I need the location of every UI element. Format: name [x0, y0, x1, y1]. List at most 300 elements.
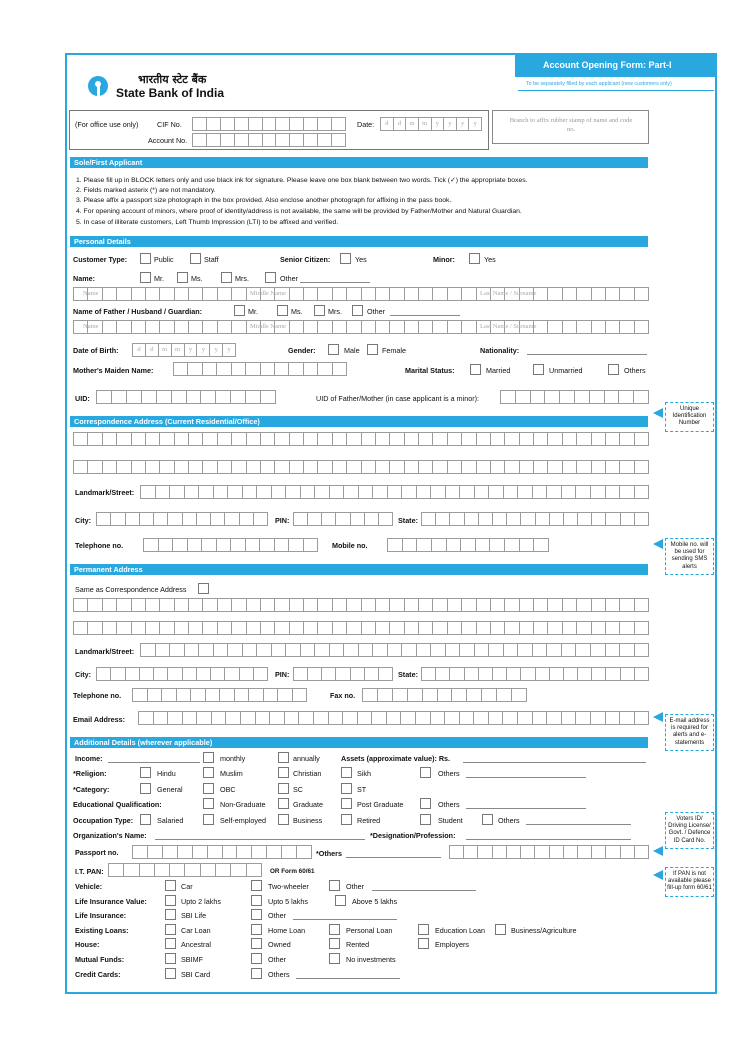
char-box[interactable] — [246, 598, 260, 612]
char-box[interactable] — [288, 538, 303, 552]
char-box[interactable] — [375, 460, 389, 474]
char-box[interactable] — [447, 287, 461, 301]
char-box[interactable] — [605, 845, 619, 859]
char-box[interactable] — [202, 287, 216, 301]
char-box[interactable] — [231, 362, 245, 376]
char-box[interactable] — [176, 688, 191, 702]
char-box[interactable] — [303, 133, 317, 147]
char-box[interactable] — [375, 287, 389, 301]
char-box[interactable] — [459, 485, 474, 499]
char-box[interactable] — [246, 863, 262, 877]
char-box[interactable] — [230, 863, 245, 877]
char-box[interactable] — [116, 287, 130, 301]
char-box[interactable] — [590, 711, 605, 725]
char-box[interactable] — [145, 287, 159, 301]
char-box[interactable] — [274, 621, 288, 635]
char-box[interactable] — [262, 133, 276, 147]
char-box[interactable] — [303, 320, 317, 334]
char-box[interactable] — [245, 390, 260, 404]
char-box[interactable] — [73, 460, 87, 474]
char-box[interactable] — [202, 460, 216, 474]
char-box[interactable] — [131, 287, 145, 301]
perm-telephone-field[interactable] — [132, 688, 307, 702]
char-box[interactable] — [332, 362, 347, 376]
char-box[interactable] — [504, 432, 518, 446]
char-box[interactable] — [432, 460, 446, 474]
char-box[interactable] — [187, 538, 202, 552]
char-box[interactable] — [532, 485, 547, 499]
char-box[interactable] — [378, 667, 393, 681]
char-box[interactable] — [358, 485, 373, 499]
char-box[interactable] — [231, 320, 245, 334]
char-box[interactable] — [317, 362, 331, 376]
char-box[interactable] — [202, 362, 216, 376]
char-box[interactable] — [504, 538, 519, 552]
char-box[interactable] — [296, 845, 312, 859]
char-box[interactable] — [188, 621, 202, 635]
char-box[interactable] — [206, 133, 220, 147]
char-box[interactable] — [519, 432, 533, 446]
char-box[interactable] — [634, 711, 650, 725]
char-box[interactable] — [481, 688, 496, 702]
char-box[interactable] — [275, 133, 289, 147]
char-box[interactable] — [217, 460, 231, 474]
char-box[interactable] — [116, 432, 130, 446]
char-box[interactable] — [605, 621, 619, 635]
char-box[interactable] — [535, 667, 549, 681]
char-box[interactable] — [605, 598, 619, 612]
char-box[interactable] — [174, 460, 188, 474]
char-box[interactable] — [102, 460, 116, 474]
char-box[interactable] — [361, 287, 375, 301]
car-checkbox[interactable] — [165, 880, 176, 891]
char-box[interactable] — [331, 133, 346, 147]
char-box[interactable] — [289, 320, 303, 334]
char-box[interactable] — [96, 667, 110, 681]
corr-address-line-2[interactable] — [73, 460, 649, 474]
char-box[interactable] — [87, 460, 101, 474]
char-box[interactable] — [549, 845, 563, 859]
char-box[interactable] — [269, 711, 284, 725]
char-box[interactable] — [389, 432, 403, 446]
char-box[interactable] — [563, 667, 577, 681]
char-box[interactable] — [389, 598, 403, 612]
char-box[interactable] — [231, 432, 245, 446]
char-box[interactable] — [561, 643, 576, 657]
char-box[interactable] — [418, 320, 432, 334]
char-box[interactable] — [289, 287, 303, 301]
char-box[interactable] — [477, 845, 491, 859]
char-box[interactable] — [171, 390, 186, 404]
char-box[interactable] — [236, 845, 251, 859]
char-box[interactable] — [500, 390, 515, 404]
char-box[interactable] — [490, 432, 504, 446]
email-field[interactable] — [138, 711, 649, 725]
char-box[interactable] — [506, 512, 520, 526]
char-box[interactable] — [73, 621, 87, 635]
char-box[interactable] — [619, 485, 634, 499]
char-box[interactable] — [159, 460, 173, 474]
ancestral-checkbox[interactable] — [165, 938, 176, 949]
char-box[interactable] — [407, 688, 422, 702]
char-box[interactable] — [361, 432, 375, 446]
char-box[interactable] — [131, 621, 145, 635]
char-box[interactable] — [547, 621, 561, 635]
char-box[interactable] — [517, 643, 532, 657]
char-box[interactable] — [386, 711, 401, 725]
char-box[interactable] — [174, 598, 188, 612]
char-box[interactable] — [502, 711, 517, 725]
date-field[interactable] — [380, 117, 482, 131]
char-box[interactable] — [145, 432, 159, 446]
char-box[interactable] — [387, 643, 402, 657]
annually-checkbox[interactable] — [278, 752, 289, 763]
graduate-checkbox[interactable] — [278, 798, 289, 809]
char-box[interactable] — [478, 512, 492, 526]
char-box[interactable] — [263, 688, 278, 702]
char-box[interactable] — [260, 362, 274, 376]
char-box[interactable] — [242, 485, 257, 499]
char-box[interactable] — [447, 598, 461, 612]
char-box[interactable] — [476, 621, 490, 635]
char-box[interactable] — [492, 512, 506, 526]
char-box[interactable] — [375, 598, 389, 612]
char-box[interactable] — [240, 711, 255, 725]
char-box[interactable] — [634, 485, 650, 499]
general-checkbox[interactable] — [140, 783, 151, 794]
char-box[interactable] — [274, 598, 288, 612]
dob-field[interactable] — [132, 343, 236, 357]
char-box[interactable] — [488, 711, 503, 725]
char-box[interactable] — [435, 512, 449, 526]
char-box[interactable] — [563, 512, 577, 526]
char-box[interactable] — [251, 845, 266, 859]
char-box[interactable] — [153, 512, 167, 526]
char-box[interactable] — [87, 598, 101, 612]
char-box[interactable] — [256, 643, 271, 657]
char-box[interactable] — [158, 538, 173, 552]
char-box[interactable] — [217, 621, 231, 635]
char-box[interactable] — [131, 320, 145, 334]
same-as-checkbox[interactable] — [198, 583, 209, 594]
char-box[interactable] — [604, 390, 619, 404]
uid-field[interactable] — [96, 390, 276, 404]
corr-mobile-field[interactable] — [387, 538, 549, 552]
char-box[interactable] — [503, 643, 518, 657]
char-box[interactable] — [184, 863, 199, 877]
char-box[interactable] — [364, 667, 378, 681]
corr-telephone-field[interactable] — [143, 538, 318, 552]
char-box[interactable] — [445, 485, 460, 499]
others-id-field[interactable] — [449, 845, 649, 859]
char-box[interactable] — [492, 845, 506, 859]
char-box[interactable] — [174, 621, 188, 635]
char-box[interactable] — [447, 621, 461, 635]
char-box[interactable] — [245, 362, 259, 376]
char-box[interactable] — [188, 598, 202, 612]
char-box[interactable] — [167, 711, 182, 725]
char-box[interactable] — [547, 432, 561, 446]
char-box[interactable] — [619, 643, 634, 657]
char-box[interactable] — [574, 390, 589, 404]
char-box[interactable] — [205, 688, 220, 702]
char-box[interactable] — [371, 711, 386, 725]
char-box[interactable] — [246, 432, 260, 446]
char-box[interactable] — [532, 643, 547, 657]
char-box[interactable] — [131, 460, 145, 474]
char-box[interactable] — [225, 711, 240, 725]
char-box[interactable] — [102, 432, 116, 446]
char-box[interactable] — [517, 485, 532, 499]
char-box[interactable] — [418, 432, 432, 446]
staff-checkbox[interactable] — [190, 253, 201, 264]
char-box[interactable] — [576, 287, 590, 301]
char-box[interactable] — [533, 538, 549, 552]
char-box[interactable] — [116, 598, 130, 612]
char-box[interactable] — [321, 512, 335, 526]
char-box[interactable] — [125, 667, 139, 681]
char-box[interactable] — [317, 133, 331, 147]
char-box[interactable] — [378, 512, 393, 526]
char-box[interactable] — [346, 621, 360, 635]
char-box[interactable] — [187, 362, 201, 376]
char-box[interactable] — [116, 460, 130, 474]
char-box[interactable] — [169, 863, 184, 877]
char-box[interactable] — [242, 643, 257, 657]
char-box[interactable] — [248, 133, 262, 147]
char-box[interactable] — [534, 845, 548, 859]
char-box[interactable] — [361, 621, 375, 635]
char-box[interactable] — [577, 667, 591, 681]
char-box[interactable] — [562, 598, 576, 612]
char-box[interactable] — [575, 711, 590, 725]
char-box[interactable] — [174, 432, 188, 446]
char-box[interactable] — [532, 711, 547, 725]
char-box[interactable] — [300, 485, 315, 499]
two-wheeler-checkbox[interactable] — [251, 880, 262, 891]
char-box[interactable] — [590, 485, 605, 499]
char-box[interactable] — [227, 485, 242, 499]
char-box[interactable] — [155, 643, 170, 657]
char-box[interactable] — [317, 117, 331, 131]
life-other-checkbox[interactable] — [251, 909, 262, 920]
char-box[interactable] — [421, 667, 435, 681]
char-box[interactable] — [246, 460, 260, 474]
char-box[interactable] — [213, 485, 228, 499]
char-box[interactable] — [473, 711, 488, 725]
char-box[interactable] — [589, 390, 604, 404]
char-box[interactable] — [605, 432, 619, 446]
char-box[interactable] — [461, 460, 475, 474]
char-box[interactable] — [561, 711, 576, 725]
char-box[interactable] — [188, 432, 202, 446]
char-box[interactable] — [605, 287, 619, 301]
char-box[interactable] — [317, 432, 331, 446]
char-box[interactable] — [298, 711, 313, 725]
char-box[interactable] — [519, 538, 534, 552]
char-box[interactable] — [200, 390, 215, 404]
char-box[interactable] — [447, 432, 461, 446]
char-box[interactable] — [350, 667, 364, 681]
sc-checkbox[interactable] — [278, 783, 289, 794]
char-box[interactable] — [435, 667, 449, 681]
char-box[interactable] — [605, 460, 619, 474]
char-box[interactable] — [87, 621, 101, 635]
char-box[interactable] — [234, 688, 249, 702]
char-box[interactable] — [389, 621, 403, 635]
char-box[interactable] — [196, 711, 211, 725]
char-box[interactable] — [87, 432, 101, 446]
char-box[interactable] — [460, 538, 475, 552]
char-box[interactable] — [172, 538, 187, 552]
char-box[interactable] — [190, 688, 205, 702]
char-box[interactable] — [591, 845, 605, 859]
char-box[interactable] — [362, 688, 377, 702]
char-box[interactable] — [387, 538, 402, 552]
char-box[interactable] — [313, 711, 328, 725]
char-box[interactable] — [459, 711, 474, 725]
char-box[interactable] — [335, 667, 349, 681]
char-box[interactable] — [575, 643, 590, 657]
char-box[interactable] — [314, 485, 329, 499]
char-box[interactable] — [432, 598, 446, 612]
education-others-checkbox[interactable] — [420, 798, 431, 809]
char-box[interactable] — [430, 485, 445, 499]
char-box[interactable] — [167, 667, 181, 681]
char-box[interactable] — [634, 460, 649, 474]
char-box[interactable] — [506, 845, 520, 859]
char-box[interactable] — [317, 598, 331, 612]
father-mr-checkbox[interactable] — [234, 305, 245, 316]
char-box[interactable] — [563, 845, 577, 859]
char-box[interactable] — [110, 667, 124, 681]
char-box[interactable] — [303, 432, 317, 446]
char-box[interactable] — [307, 512, 321, 526]
char-box[interactable] — [350, 512, 364, 526]
char-box[interactable] — [418, 460, 432, 474]
char-box[interactable] — [364, 512, 378, 526]
char-box[interactable] — [342, 711, 357, 725]
char-box[interactable] — [404, 621, 418, 635]
char-box[interactable] — [489, 538, 504, 552]
father-other-checkbox[interactable] — [352, 305, 363, 316]
char-box[interactable] — [576, 598, 590, 612]
char-box[interactable] — [404, 320, 418, 334]
char-box[interactable] — [253, 512, 268, 526]
char-box[interactable] — [544, 390, 559, 404]
char-box[interactable] — [461, 432, 475, 446]
char-box[interactable] — [576, 432, 590, 446]
char-box[interactable] — [375, 320, 389, 334]
char-box[interactable] — [111, 390, 126, 404]
char-box[interactable] — [591, 621, 605, 635]
car-loan-checkbox[interactable] — [165, 924, 176, 935]
char-box[interactable] — [464, 667, 478, 681]
char-box[interactable] — [633, 390, 649, 404]
char-box[interactable] — [431, 538, 446, 552]
char-box[interactable] — [277, 688, 292, 702]
char-box[interactable] — [416, 643, 431, 657]
char-box[interactable] — [219, 688, 234, 702]
char-box[interactable] — [248, 688, 263, 702]
char-box[interactable] — [140, 485, 155, 499]
char-box[interactable] — [215, 390, 230, 404]
maiden-name-field[interactable] — [173, 362, 347, 376]
char-box[interactable] — [444, 711, 459, 725]
mutual-other-checkbox[interactable] — [251, 953, 262, 964]
char-box[interactable] — [447, 460, 461, 474]
char-box[interactable] — [515, 390, 530, 404]
char-box[interactable] — [422, 688, 437, 702]
char-box[interactable] — [533, 432, 547, 446]
char-box[interactable] — [372, 643, 387, 657]
char-box[interactable] — [432, 320, 446, 334]
char-box[interactable] — [159, 320, 173, 334]
char-box[interactable] — [634, 643, 650, 657]
char-box[interactable] — [496, 688, 511, 702]
char-box[interactable] — [271, 643, 286, 657]
char-box[interactable] — [230, 538, 245, 552]
char-box[interactable] — [131, 598, 145, 612]
char-box[interactable] — [343, 485, 358, 499]
char-box[interactable] — [184, 643, 199, 657]
char-box[interactable] — [451, 688, 466, 702]
char-box[interactable] — [139, 667, 153, 681]
char-box[interactable] — [620, 512, 634, 526]
char-box[interactable] — [517, 711, 532, 725]
char-box[interactable] — [577, 845, 591, 859]
char-box[interactable] — [159, 432, 173, 446]
char-box[interactable] — [619, 621, 633, 635]
char-box[interactable] — [231, 287, 245, 301]
char-box[interactable] — [177, 845, 192, 859]
char-box[interactable] — [174, 287, 188, 301]
char-box[interactable] — [139, 863, 154, 877]
sbimf-checkbox[interactable] — [165, 953, 176, 964]
char-box[interactable] — [329, 643, 344, 657]
char-box[interactable] — [332, 320, 346, 334]
char-box[interactable] — [562, 432, 576, 446]
char-box[interactable] — [202, 320, 216, 334]
char-box[interactable] — [162, 845, 177, 859]
char-box[interactable] — [449, 667, 463, 681]
char-box[interactable] — [211, 711, 226, 725]
char-box[interactable] — [275, 117, 289, 131]
char-box[interactable] — [188, 287, 202, 301]
char-box[interactable] — [188, 460, 202, 474]
char-box[interactable] — [620, 667, 634, 681]
char-box[interactable] — [576, 621, 590, 635]
unmarried-checkbox[interactable] — [533, 364, 544, 375]
married-checkbox[interactable] — [470, 364, 481, 375]
char-box[interactable] — [307, 667, 321, 681]
char-box[interactable] — [546, 485, 561, 499]
char-box[interactable] — [260, 598, 274, 612]
char-box[interactable] — [169, 643, 184, 657]
char-box[interactable] — [449, 512, 463, 526]
char-box[interactable] — [271, 485, 286, 499]
pan-field[interactable] — [108, 863, 262, 877]
perm-state-field[interactable] — [421, 667, 649, 681]
char-box[interactable] — [488, 485, 503, 499]
char-box[interactable] — [634, 320, 649, 334]
char-box[interactable] — [445, 643, 460, 657]
char-box[interactable] — [418, 598, 432, 612]
char-box[interactable] — [139, 512, 153, 526]
char-box[interactable] — [159, 598, 173, 612]
char-box[interactable] — [418, 621, 432, 635]
monthly-checkbox[interactable] — [203, 752, 214, 763]
